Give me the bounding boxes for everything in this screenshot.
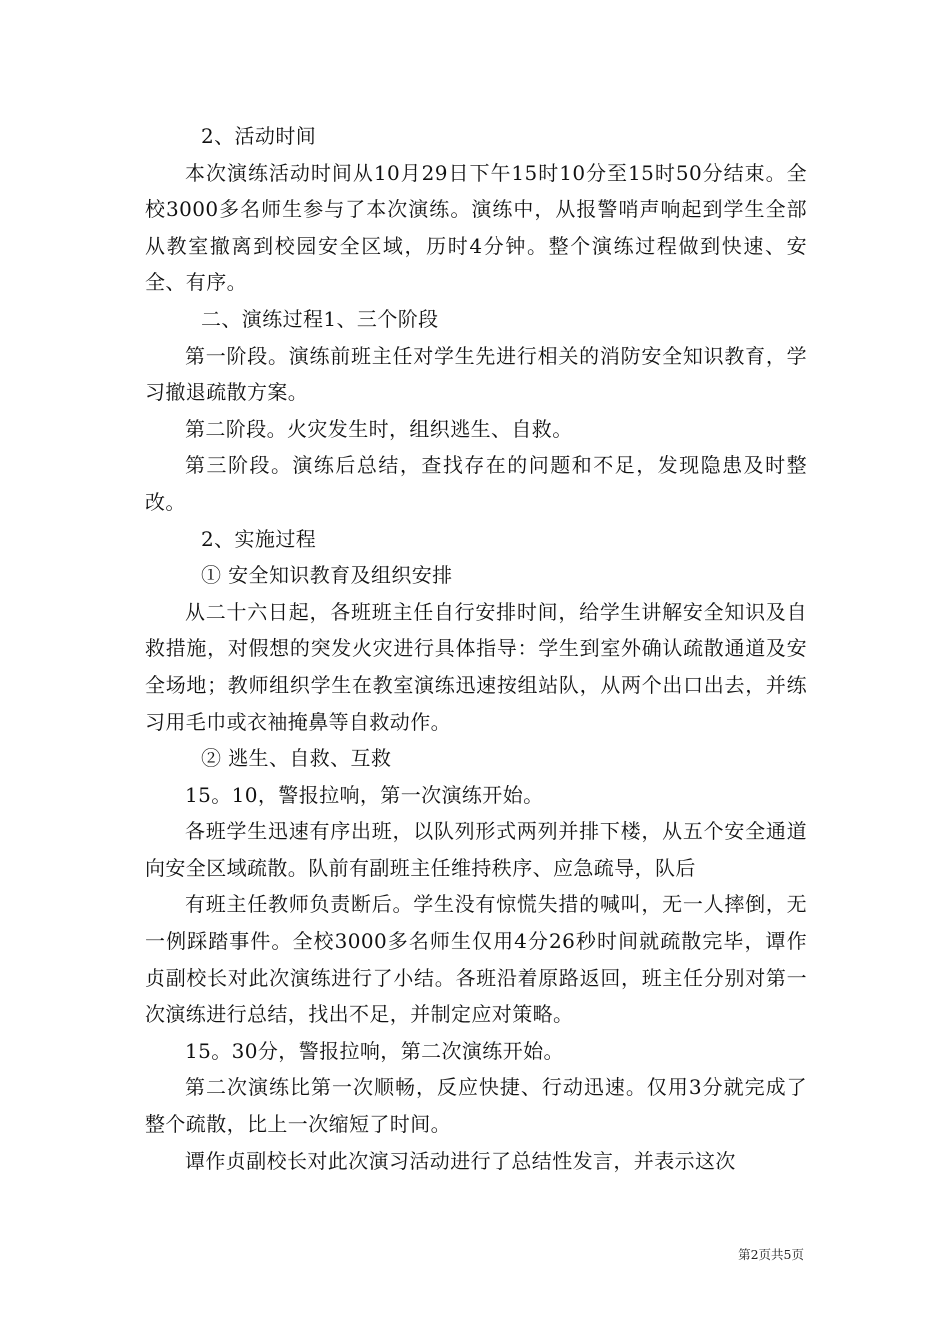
paragraph: 15。10，警报拉响，第一次演练开始。	[185, 782, 544, 807]
paragraph: 谭作贞副校长对此次演习活动进行了总结性发言，并表示这次	[185, 1148, 736, 1173]
subsection-heading: ① 安全知识教育及组织安排	[201, 563, 453, 588]
paragraph: 第二阶段。火灾发生时，组织逃生、自救。	[185, 416, 573, 441]
section-heading: 2、实施过程	[201, 526, 317, 551]
subsection-heading: ② 逃生、自救、互救	[201, 746, 392, 771]
paragraph: 从二十六日起，各班班主任自行安排时间，给学生讲解安全知识及自救措施，对假想的突发火灾进行具体指导：学生到室外确认疏散通道及安全场地；教师组织学生在教室演练迅速按组站队，从两个出口出去，并练习用毛巾或衣袖掩鼻等自救动作。	[145, 599, 807, 734]
paragraph: 本次演练活动时间从10月29日下午15时10分至15时50分结束。全校3000多名师生参与了本次演练。演练中，从报警哨声响起到学生全部从教室撤离到校园安全区域，历时4分钟。整个演练过程做到快速、安全、有序。	[145, 160, 807, 295]
section-heading: 二、演练过程1、三个阶段	[201, 306, 439, 331]
section-heading: 2、活动时间	[201, 124, 317, 148]
paragraph: 15。30分，警报拉响，第二次演练开始。	[185, 1038, 564, 1063]
paragraph: 有班主任教师负责断后。学生没有惊慌失措的喊叫，无一人摔倒，无一例踩踏事件。全校3000多名师生仅用4分26秒时间就疏散完毕，谭作贞副校长对此次演练进行了小结。各班沿着原路返回，班主任分别对第一次演练进行总结，找出不足，并制定应对策略。	[145, 892, 807, 1027]
document-body	[145, 118, 807, 1179]
paragraph: 各班学生迅速有序出班，以队列形式两列并排下楼，从五个安全通道向安全区域疏散。队前有副班主任维持秩序、应急疏导，队后	[145, 819, 807, 880]
paragraph: 第一阶段。演练前班主任对学生先进行相关的消防安全知识教育，学习撤退疏散方案。	[145, 343, 807, 405]
paragraph: 第三阶段。演练后总结，查找存在的问题和不足，发现隐患及时整改。	[145, 453, 807, 514]
paragraph: 第二次演练比第一次顺畅，反应快捷、行动迅速。仅用3分就完成了整个疏散，比上一次缩短了时间。	[145, 1075, 807, 1137]
page-number: 第2页共5页	[738, 1247, 804, 1262]
